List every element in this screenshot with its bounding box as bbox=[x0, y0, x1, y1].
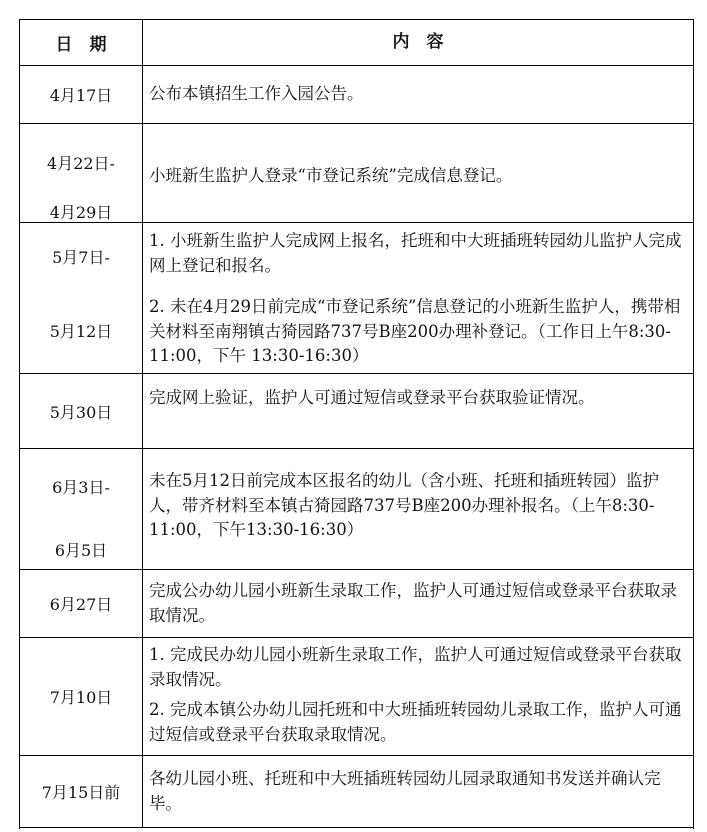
table-row bbox=[20, 756, 693, 828]
date-text-start: 6月3日- bbox=[52, 478, 110, 497]
date-text-start: 4月22日- bbox=[47, 154, 115, 173]
table-row bbox=[20, 124, 693, 223]
date-text: 4月17日 bbox=[49, 86, 113, 105]
table-row bbox=[20, 570, 693, 638]
content-paragraph-1: 1. 小班新生监护人完成网上报名，托班和中大班插班转园幼儿监护人完成网上登记和报名。 bbox=[149, 231, 682, 275]
date-text-end: 4月29日 bbox=[49, 203, 113, 222]
content-text: 完成公办幼儿园小班新生录取工作，监护人可通过短信或登录平台获取录取情况。 bbox=[149, 581, 677, 625]
content-text: 小班新生监护人登录“市登记系统”完成信息登记。 bbox=[149, 166, 513, 185]
date-text-end: 5月12日 bbox=[49, 322, 113, 341]
content-text: 完成网上验证，监护人可通过短信或登录平台获取验证情况。 bbox=[149, 388, 595, 407]
date-text: 5月30日 bbox=[49, 402, 113, 422]
table-row bbox=[20, 223, 693, 374]
date-text: 7月15日前 bbox=[41, 783, 121, 802]
content-paragraph-2: 2. 未在4月29日前完成“市登记系统”信息登记的小班新生监护人，携带相关材料至南翔镇古猗园路737号B座200办理补登记。（工作日上午8:30-11:00，下午 13:30-16:30） bbox=[149, 297, 681, 365]
header-content-cell bbox=[143, 20, 693, 65]
date-cell bbox=[20, 374, 143, 448]
content-cell bbox=[143, 374, 693, 448]
date-cell bbox=[20, 638, 143, 755]
schedule-table bbox=[19, 19, 694, 829]
content-cell bbox=[143, 124, 693, 222]
content-text: 公布本镇招生工作入园公告。 bbox=[149, 84, 364, 103]
header-content-label: 内 容 bbox=[392, 32, 444, 53]
date-cell bbox=[20, 66, 143, 123]
content-paragraph-1: 1. 完成民办幼儿园小班新生录取工作，监护人可通过短信或登录平台获取录取情况。 bbox=[149, 645, 682, 689]
header-date-cell bbox=[20, 20, 143, 65]
table-header-row bbox=[20, 20, 693, 66]
content-cell bbox=[143, 66, 693, 123]
content-cell bbox=[143, 223, 693, 373]
date-text-end: 6月5日 bbox=[54, 541, 108, 560]
date-cell bbox=[20, 223, 143, 373]
table-row bbox=[20, 638, 693, 756]
table-row bbox=[20, 374, 693, 449]
content-cell bbox=[143, 756, 693, 827]
table-row bbox=[20, 449, 693, 570]
content-text: 未在5月12日前完成本区报名的幼儿（含小班、托班和插班转园）监护人，带齐材料至本镇古猗园路737号B座200办理补报名。（上午8:30-11:00，下午13:30-16:30） bbox=[149, 471, 659, 539]
content-text: 各幼儿园小班、托班和中大班插班转园幼儿园录取通知书发送并确认完毕。 bbox=[149, 769, 661, 813]
date-text-start: 5月7日- bbox=[52, 248, 110, 267]
content-cell bbox=[143, 638, 693, 755]
date-cell bbox=[20, 756, 143, 827]
content-cell bbox=[143, 570, 693, 637]
date-text: 6月27日 bbox=[49, 595, 113, 614]
date-cell bbox=[20, 449, 143, 569]
content-cell bbox=[143, 449, 693, 569]
date-cell bbox=[20, 124, 143, 222]
date-cell bbox=[20, 570, 143, 637]
header-date-label: 日 期 bbox=[55, 35, 107, 55]
content-paragraph-2: 2. 完成本镇公办幼儿园托班和中大班插班转园幼儿录取工作，监护人可通过短信或登录平台获取录取情况。 bbox=[149, 700, 682, 744]
date-text: 7月10日 bbox=[49, 688, 113, 707]
table-row bbox=[20, 66, 693, 124]
